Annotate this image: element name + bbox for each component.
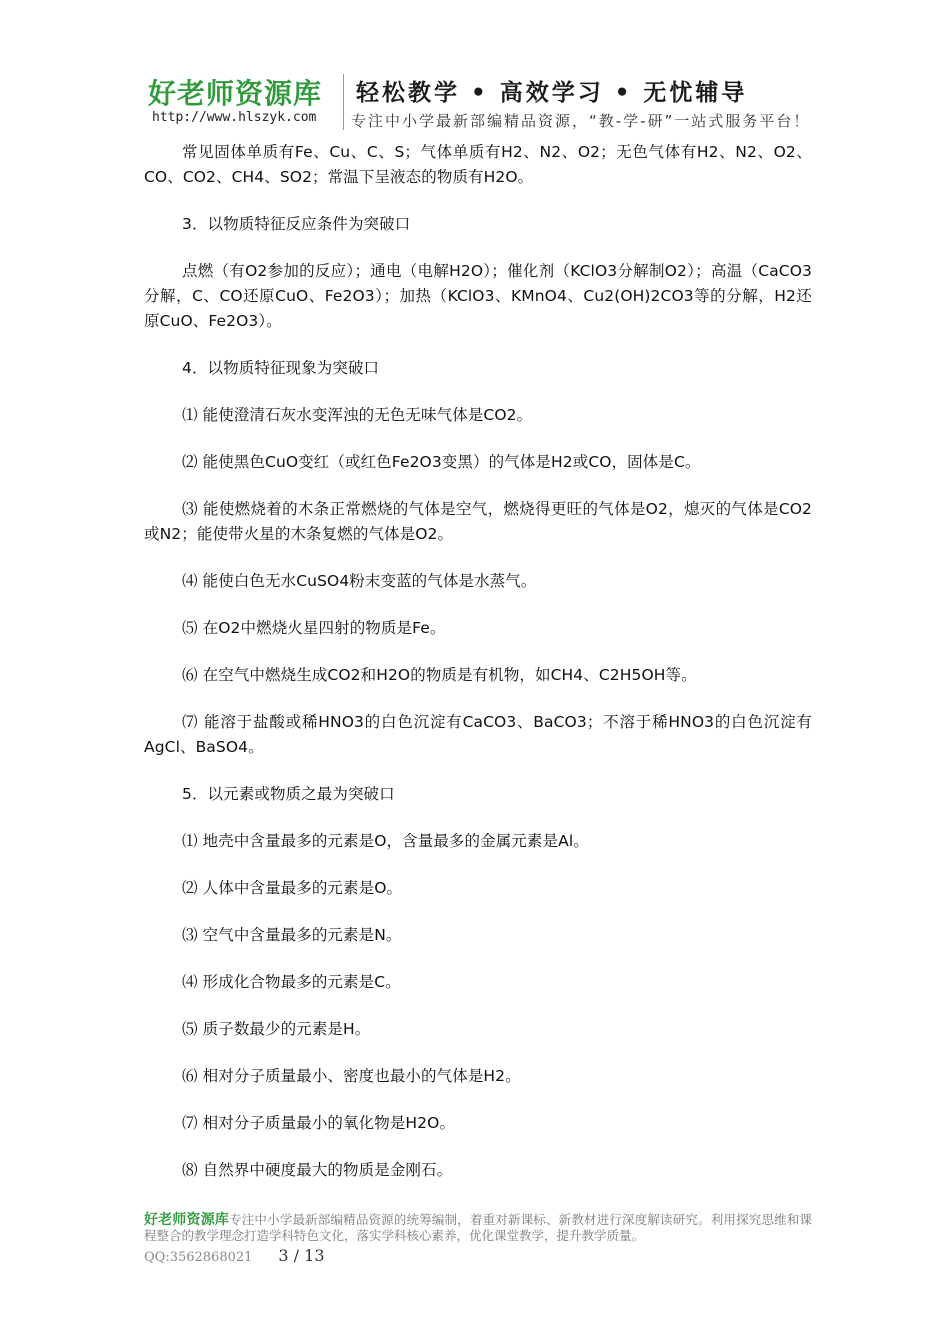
list-item: ⑹ 相对分子质量最小、密度也最小的气体是H2。 <box>182 1067 521 1085</box>
header-slogan: 轻松教学 • 高效学习 • 无忧辅导 <box>356 80 748 106</box>
list-item: ⑴ 地壳中含量最多的元素是O，含量最多的金属元素是Al。 <box>182 832 589 850</box>
header-tagline: 专注中小学最新部编精品资源，“教-学-研”一站式服务平台！ <box>351 112 811 130</box>
list-item: ⑺ 相对分子质量最小的氧化物是H2O。 <box>182 1114 456 1132</box>
list-item: ⑹ 在空气中燃烧生成CO2和H2O的物质是有机物，如CH4、C2H5OH等。 <box>182 666 697 684</box>
footer-brand: 好老师资源库 <box>144 1212 230 1228</box>
list-item: ⑵ 能使黑色CuO变红（或红色Fe2O3变黑）的气体是H2或CO，固体是C。 <box>182 453 701 471</box>
footer-qq: QQ:3562868021 <box>144 1250 253 1265</box>
list-item: ⑵ 人体中含量最多的元素是O。 <box>182 879 403 897</box>
footer-text: 专注中小学最新部编精品资源的统筹编制，着重对新课标、新教材进行深度解读研究。利用探究思维和课程整合的教学理念打造学科特色文化，落实学科核心素养，优化课堂教学，提升教学质量。 <box>144 1212 812 1243</box>
list-item: ⑷ 能使白色无水CuSO4粉末变蓝的气体是水蒸气。 <box>182 572 537 590</box>
footer-meta <box>144 1246 812 1265</box>
list-item: ⑷ 形成化合物最多的元素是C。 <box>182 973 401 991</box>
list-item: ⑶ 空气中含量最多的元素是N。 <box>182 926 402 944</box>
page-footer <box>144 1212 812 1265</box>
site-url[interactable]: http://www.hlszyk.com <box>152 110 317 125</box>
paragraph: 常见固体单质有Fe、Cu、C、S；气体单质有H2、N2、O2；无色气体有H2、N2、O2、CO、CO2、CH4、SO2；常温下呈液态的物质有H2O。 <box>144 143 812 186</box>
footer-description <box>144 1212 812 1244</box>
page-number: 3 / 13 <box>278 1246 325 1265</box>
list-item: ⑶ 能使燃烧着的木条正常燃烧的气体是空气，燃烧得更旺的气体是O2，熄灭的气体是CO2或N2；能使带火星的木条复燃的气体是O2。 <box>144 500 812 543</box>
list-item: ⑸ 在O2中燃烧火星四射的物质是Fe。 <box>182 619 446 637</box>
list-item: ⑻ 自然界中硬度最大的物质是金刚石。 <box>182 1161 453 1179</box>
section-heading: 4．以物质特征现象为突破口 <box>182 359 380 377</box>
section-heading: 5．以元素或物质之最为突破口 <box>182 785 395 803</box>
header-divider <box>343 74 344 130</box>
list-item: ⑺ 能溶于盐酸或稀HNO3的白色沉淀有CaCO3、BaCO3；不溶于稀HNO3的白色沉淀有AgCl、BaSO4。 <box>144 713 812 756</box>
brand-logo-text: 好老师资源库 <box>148 77 323 110</box>
section-heading: 3．以物质特征反应条件为突破口 <box>182 215 411 233</box>
page-header <box>148 70 908 132</box>
document-body <box>144 140 812 1205</box>
paragraph: 点燃（有O2参加的反应）；通电（电解H2O）；催化剂（KClO3分解制O2）；高温（CaCO3分解，C、CO还原CuO、Fe2O3）；加热（KClO3、KMnO4、Cu2(OH)2CO3等的分解，H2还原CuO、Fe2O3）。 <box>144 262 812 330</box>
list-item: ⑴ 能使澄清石灰水变浑浊的无色无味气体是CO2。 <box>182 406 533 424</box>
list-item: ⑸ 质子数最少的元素是H。 <box>182 1020 371 1038</box>
